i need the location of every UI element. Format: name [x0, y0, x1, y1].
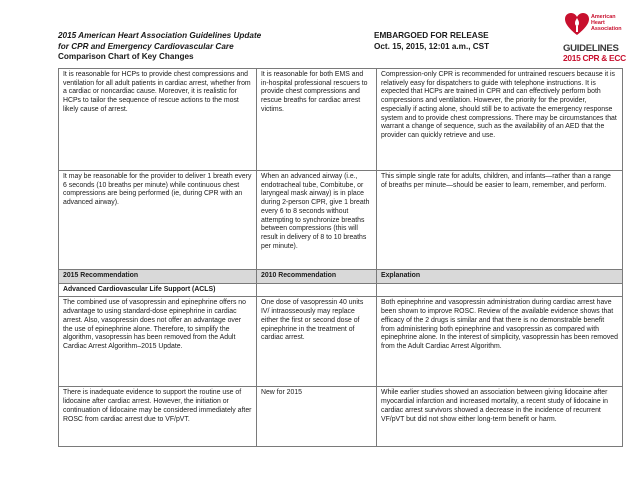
guidelines-badge [563, 44, 631, 63]
table-row [59, 387, 623, 447]
header-title-line1: 2015 American Heart Association Guidelines Update [58, 31, 262, 40]
table-cell-2010: It is reasonable for both EMS and in-hospital professional rescuers to provide chest compressions and rescue breaths for cardiac arrest victims. [257, 69, 377, 171]
table-cell-explanation: While earlier studies showed an association between giving lidocaine after myocardial infarction and increased mortality, a recent study of lidocaine in cardiac arrest survivors showed a decrease in the incidence of recurrent VF/pVT but did not show either long-term benefit or harm. [377, 387, 623, 447]
section-heading-acls: Advanced Cardiovascular Life Support (ACLS) [59, 283, 257, 297]
table-row [59, 171, 623, 270]
header-subtitle: Comparison Chart of Key Changes [58, 52, 194, 62]
document-header [58, 31, 358, 63]
table-cell-2015: There is inadequate evidence to support the routine use of lidocaine after cardiac arrest. However, the initiation or continuation of lidocaine may be considered immediately after ROSC from cardiac arrest due to VF/pVT. [59, 387, 257, 447]
table-cell-explanation: Compression-only CPR is recommended for untrained rescuers because it is relatively easy for dispatchers to guide with telephone instructions. It is expected that HCPs are trained in CPR and can effectively perform both compressions and ventilation. However, the priority for the provider, especially if acting alone, should still be to activate the emergency response system and to provide chest compressions. There may be circumstances that warrant a change of sequence, such as the availability of an AED that the provider can quickly retrieve and use. [377, 69, 623, 171]
column-header-2015: 2015 Recommendation [59, 270, 257, 284]
table-cell-2015: It is reasonable for HCPs to provide chest compressions and ventilation for all adult patients in cardiac arrest, whether from a cardiac or noncardiac cause. Moreover, it is realistic for HCPs to tailor the sequence of rescue actions to the most likely cause of arrest. [59, 69, 257, 171]
section-empty-cell [257, 283, 377, 297]
embargo-notice [374, 31, 554, 52]
column-header-2010: 2010 Recommendation [257, 270, 377, 284]
guidelines-subtitle: 2015 CPR & ECC [563, 53, 626, 63]
comparison-table [58, 68, 623, 447]
column-header-explanation: Explanation [377, 270, 623, 284]
embargo-line1: EMBARGOED FOR RELEASE [374, 31, 489, 40]
table-cell-explanation: This simple single rate for adults, children, and infants—rather than a range of breaths per minute—should be easier to learn, remember, and perform. [377, 171, 623, 270]
section-empty-cell [377, 283, 623, 297]
embargo-line2: Oct. 15, 2015, 12:01 a.m., CST [374, 41, 490, 51]
heart-torch-icon [564, 11, 590, 37]
table-header-row [59, 270, 623, 284]
table-cell-2010: One dose of vasopressin 40 units IV/ intraosseously may replace either the first or second dose of epinephrine in the treatment of cardiac arrest. [257, 297, 377, 387]
header-title-line2: for CPR and Emergency Cardiovascular Care [58, 41, 234, 51]
table-cell-2010: New for 2015 [257, 387, 377, 447]
aha-wordmark: American Heart Association [591, 14, 622, 33]
section-row [59, 283, 623, 297]
table-row [59, 297, 623, 387]
table-cell-explanation: Both epinephrine and vasopressin administration during cardiac arrest have been shown to improve ROSC. Review of the available evidence shows that efficacy of the 2 drugs is similar and that there is no demonstrable benefit from administering both epinephrine and vasopressin as compared with epinephrine alone. In the interest of simplicity, vasopressin has been removed from the Adult Cardiac Arrest Algorithm. [377, 297, 623, 387]
table-cell-2015: It may be reasonable for the provider to deliver 1 breath every 6 seconds (10 breaths per minute) while continuous chest compressions are being performed (ie, during CPR with an advanced airway). [59, 171, 257, 270]
table-cell-2015: The combined use of vasopressin and epinephrine offers no advantage to using standard-dose epinephrine in cardiac arrest. Also, vasopressin does not offer an advantage over the use of epinephrine alone. Therefore, to simplify the algorithm, vasopressin has been removed from the Adult Cardiac Arrest Algorithm–2015 Update. [59, 297, 257, 387]
table-cell-2010: When an advanced airway (i.e., endotracheal tube, Combitube, or laryngeal mask airway) is in place during 2-person CPR, give 1 breath every 6 to 8 seconds without attempting to synchronize breaths between compressions (this will result in delivery of 8 to 10 breaths per minute). [257, 171, 377, 270]
table-row [59, 69, 623, 171]
aha-guidelines-logo [562, 10, 632, 72]
guidelines-title: GUIDELINES [563, 43, 619, 54]
